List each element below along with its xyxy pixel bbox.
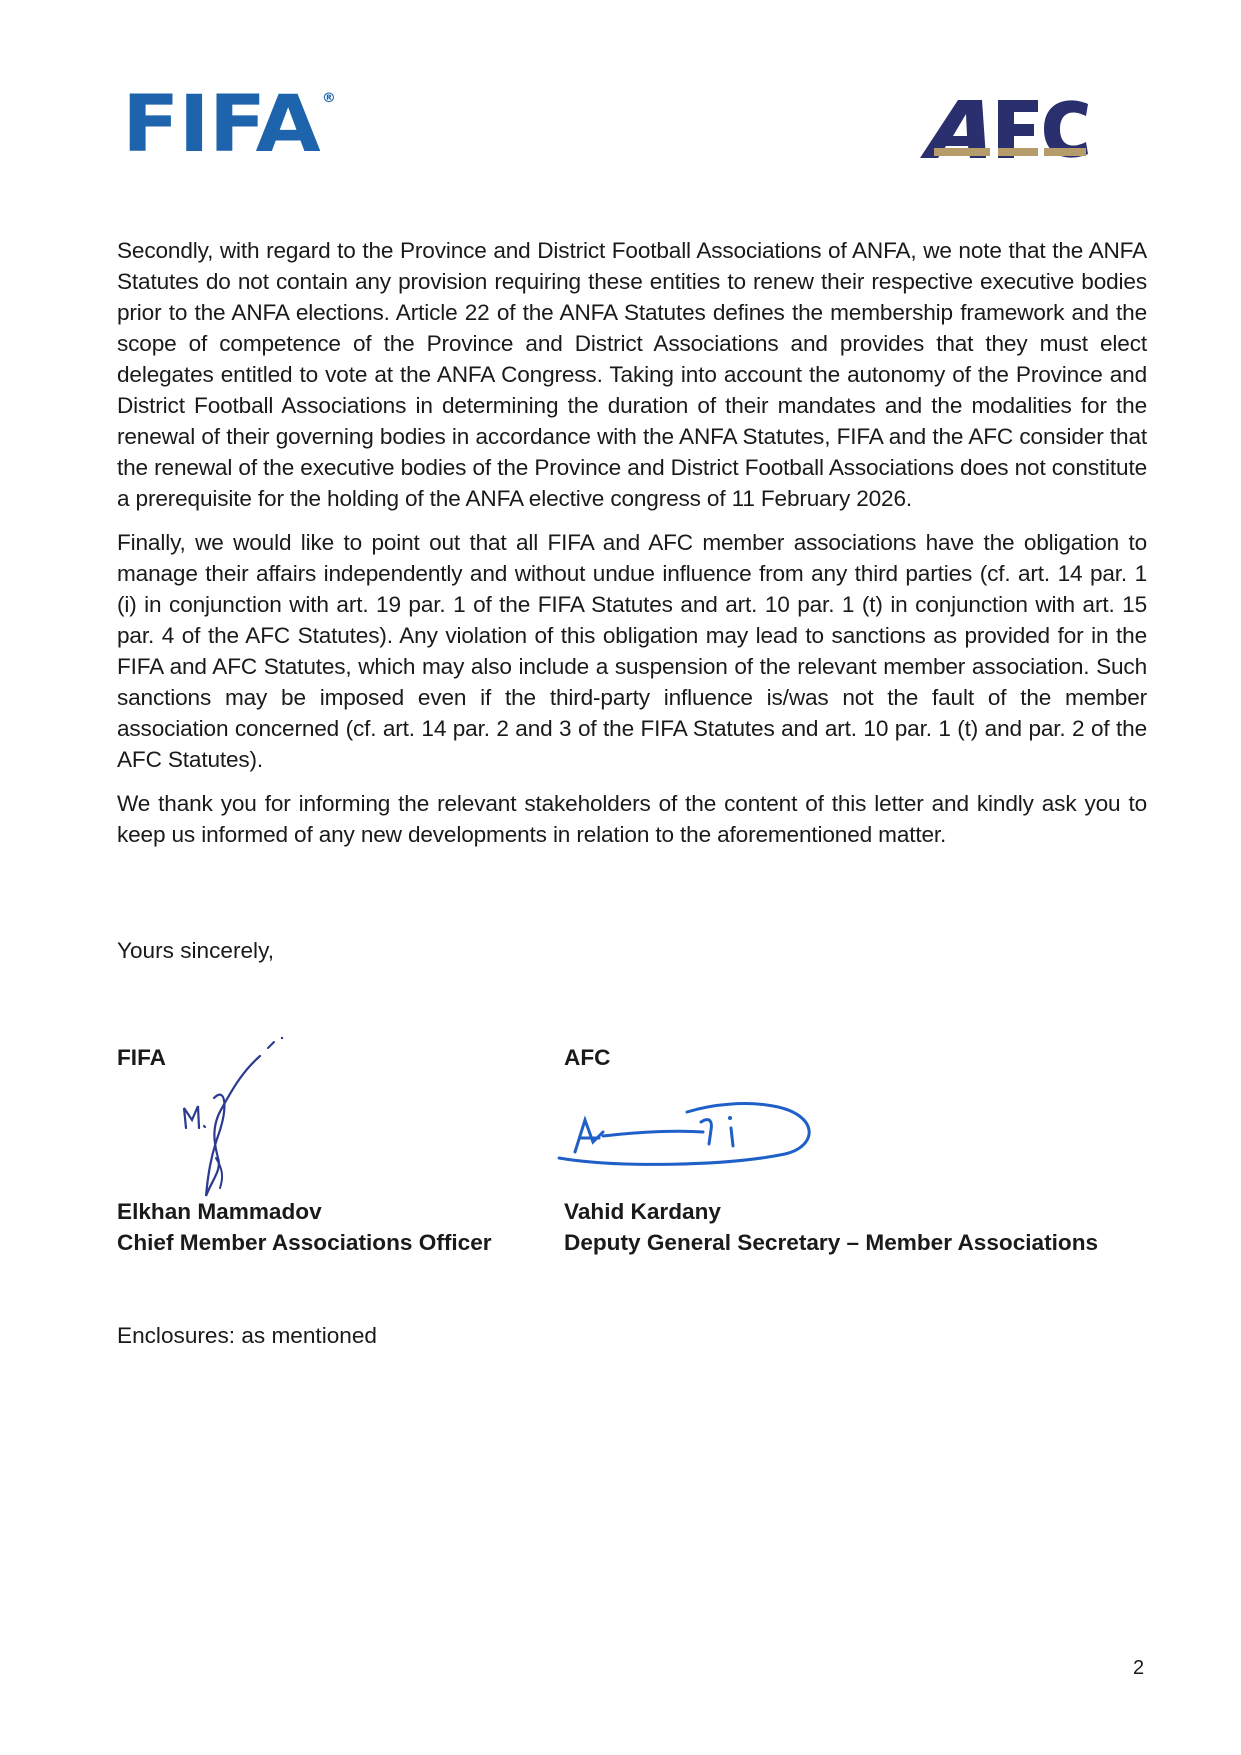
signatory-organization-fifa: FIFA bbox=[117, 1045, 166, 1070]
paragraph-obligations: Finally, we would like to point out that all FIFA and AFC member associations have the obligation to manage their affairs independently and without undue influence from any third parties (cf. art. 14 par. 1 (i) in conjunction with art. 19 par. 1 of the FIFA Statutes and art. 10 par. 1 (t) in conjunction with art. 15 par. 4 of the AFC Statutes). Any violation of this obligation may lead to sanctions as provided for in the FIFA and AFC Statutes, which may also include a suspension of the relevant member association. Such sanctions may be imposed even if the third-party influence is/was not the fault of the member association concerned (cf. art. 14 par. 2 and 3 of the FIFA Statutes and art. 10 par. 1 (t) and par. 2 of the AFC Statutes). bbox=[117, 530, 1147, 772]
page-number: 2 bbox=[1133, 1657, 1145, 1679]
signature-fifa bbox=[178, 1040, 288, 1200]
signatory-name-fifa: Elkhan Mammadov bbox=[117, 1199, 322, 1224]
enclosures-note: Enclosures: as mentioned bbox=[117, 1323, 377, 1348]
fifa-logo: FIFA ® bbox=[122, 80, 336, 170]
paragraph-province-associations: Secondly, with regard to the Province and District Football Associations of ANFA, we note that the ANFA Statutes do not contain any provision requiring these entities to renew their respective executive bodies prior to the ANFA elections. Article 22 of the ANFA Statutes defines the membership framework and the scope of competence of the Province and District Associations and provides that they must elect delegates entitled to vote at the ANFA Congress. Taking into account the autonomy of the Province and District Football Associations in determining the duration of their mandates and the modalities for the renewal of their governing bodies in accordance with the ANFA Statutes, FIFA and the AFC consider that the renewal of the executive bodies of the Province and District Football Associations does not constitute a prerequisite for the holding of the ANFA elective congress of 11 February 2026. bbox=[117, 238, 1147, 511]
closing-salutation: Yours sincerely, bbox=[117, 938, 274, 963]
signatory-title-afc: Deputy General Secretary – Member Associations bbox=[564, 1230, 1099, 1255]
signatory-name-afc: Vahid Kardany bbox=[564, 1199, 721, 1224]
afc-logo bbox=[920, 96, 1090, 162]
paragraph-thanks: We thank you for informing the relevant stakeholders of the content of this letter and kindly ask you to keep us informed of any new developments in relation to the aforementioned matter. bbox=[117, 791, 1147, 847]
letter-body bbox=[117, 235, 1147, 863]
signatory-title-fifa: Chief Member Associations Officer bbox=[117, 1230, 492, 1255]
signature-afc bbox=[557, 1098, 817, 1170]
signatory-organization-afc: AFC bbox=[564, 1045, 611, 1070]
